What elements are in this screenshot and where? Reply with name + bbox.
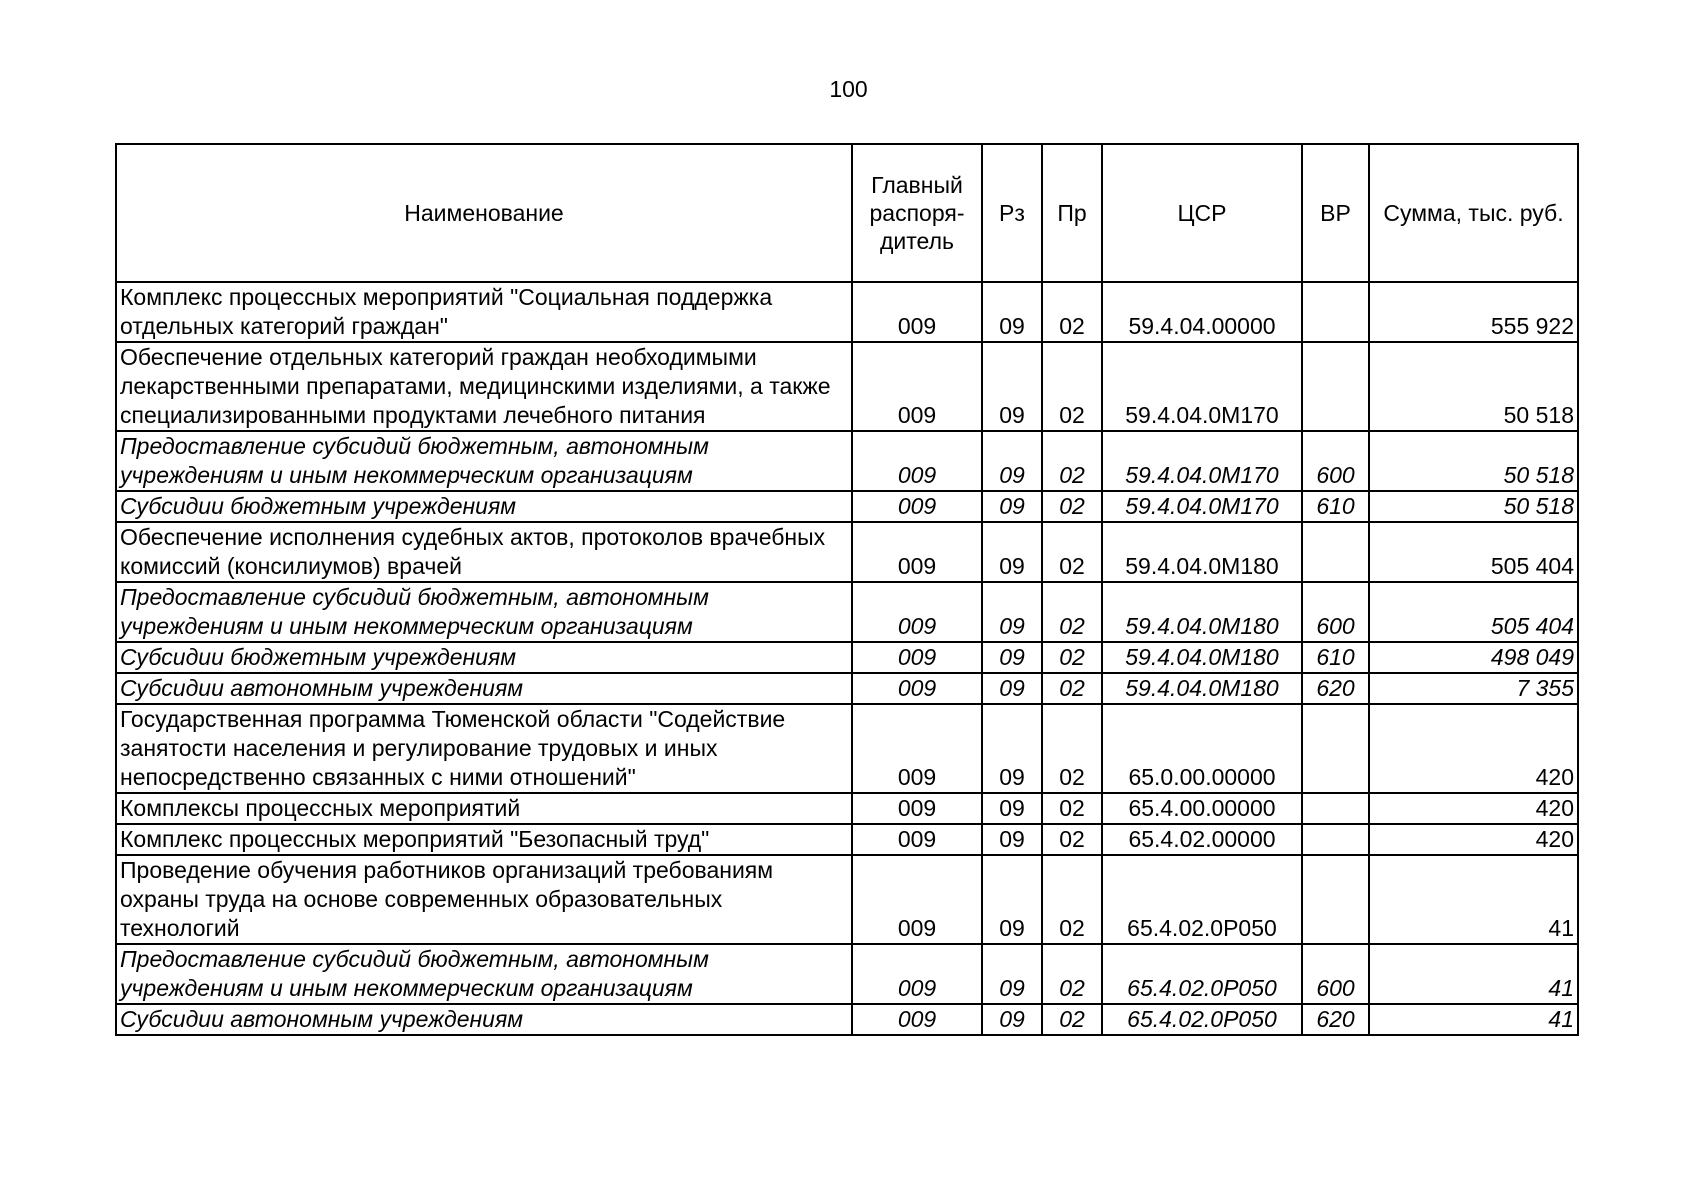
header-csr: ЦСР <box>1102 144 1302 282</box>
row-name: Обеспечение отдельных категорий граждан необходимыми лекарственными препаратами, медицинскими изделиями, а также специализированными продуктами лечебного питания <box>116 342 852 431</box>
row-name: Обеспечение исполнения судебных актов, протоколов врачебных комиссий (консилиумов) врачей <box>116 522 852 582</box>
row-rz: 09 <box>982 793 1042 824</box>
table-row <box>116 1004 1578 1035</box>
row-rz: 09 <box>982 342 1042 431</box>
row-gr: 009 <box>852 282 982 342</box>
row-sum: 420 <box>1369 793 1578 824</box>
budget-table <box>115 143 1579 1036</box>
row-gr: 009 <box>852 522 982 582</box>
row-csr: 59.4.04.0М170 <box>1102 491 1302 522</box>
row-vr <box>1302 824 1369 855</box>
table-row <box>116 704 1578 793</box>
row-gr: 009 <box>852 855 982 944</box>
row-vr: 600 <box>1302 582 1369 642</box>
row-rz: 09 <box>982 491 1042 522</box>
row-csr: 65.4.02.0Р050 <box>1102 1004 1302 1035</box>
row-sum: 498 049 <box>1369 642 1578 673</box>
row-pr: 02 <box>1042 824 1102 855</box>
row-rz: 09 <box>982 673 1042 704</box>
row-pr: 02 <box>1042 1004 1102 1035</box>
row-gr: 009 <box>852 793 982 824</box>
row-pr: 02 <box>1042 642 1102 673</box>
page-number: 100 <box>829 76 868 102</box>
row-rz: 09 <box>982 704 1042 793</box>
row-name: Предоставление субсидий бюджетным, автономным учреждениям и иным некоммерческим организациям <box>116 944 852 1004</box>
row-vr: 620 <box>1302 1004 1369 1035</box>
row-pr: 02 <box>1042 282 1102 342</box>
table-body <box>116 282 1578 1035</box>
row-pr: 02 <box>1042 793 1102 824</box>
row-vr: 600 <box>1302 944 1369 1004</box>
row-gr: 009 <box>852 491 982 522</box>
table-row <box>116 582 1578 642</box>
row-csr: 59.4.04.00000 <box>1102 282 1302 342</box>
table-row <box>116 642 1578 673</box>
header-rz: Рз <box>982 144 1042 282</box>
row-vr: 610 <box>1302 642 1369 673</box>
row-pr: 02 <box>1042 491 1102 522</box>
row-name: Предоставление субсидий бюджетным, автономным учреждениям и иным некоммерческим организациям <box>116 431 852 491</box>
row-sum: 555 922 <box>1369 282 1578 342</box>
row-vr: 620 <box>1302 673 1369 704</box>
row-csr: 65.4.02.0Р050 <box>1102 855 1302 944</box>
row-rz: 09 <box>982 431 1042 491</box>
row-pr: 02 <box>1042 944 1102 1004</box>
table-row <box>116 431 1578 491</box>
row-gr: 009 <box>852 431 982 491</box>
row-pr: 02 <box>1042 431 1102 491</box>
row-csr: 59.4.04.0М180 <box>1102 673 1302 704</box>
row-csr: 65.4.02.0Р050 <box>1102 944 1302 1004</box>
row-rz: 09 <box>982 944 1042 1004</box>
row-pr: 02 <box>1042 855 1102 944</box>
row-pr: 02 <box>1042 522 1102 582</box>
row-gr: 009 <box>852 704 982 793</box>
row-pr: 02 <box>1042 673 1102 704</box>
row-sum: 420 <box>1369 824 1578 855</box>
table-row <box>116 282 1578 342</box>
row-gr: 009 <box>852 582 982 642</box>
row-name: Комплекс процессных мероприятий "Безопасный труд" <box>116 824 852 855</box>
row-vr <box>1302 282 1369 342</box>
row-sum: 505 404 <box>1369 522 1578 582</box>
row-csr: 59.4.04.0М180 <box>1102 522 1302 582</box>
row-rz: 09 <box>982 642 1042 673</box>
row-csr: 65.4.00.00000 <box>1102 793 1302 824</box>
row-sum: 50 518 <box>1369 491 1578 522</box>
row-csr: 59.4.04.0М180 <box>1102 582 1302 642</box>
table-header-row <box>116 144 1578 282</box>
row-sum: 50 518 <box>1369 342 1578 431</box>
row-name: Субсидии автономным учреждениям <box>116 673 852 704</box>
row-csr: 65.4.02.00000 <box>1102 824 1302 855</box>
row-vr <box>1302 342 1369 431</box>
row-vr <box>1302 793 1369 824</box>
row-vr: 600 <box>1302 431 1369 491</box>
row-sum: 420 <box>1369 704 1578 793</box>
row-gr: 009 <box>852 342 982 431</box>
row-sum: 41 <box>1369 855 1578 944</box>
header-gr: Главный распоря-дитель <box>852 144 982 282</box>
row-name: Субсидии бюджетным учреждениям <box>116 642 852 673</box>
row-sum: 41 <box>1369 1004 1578 1035</box>
row-rz: 09 <box>982 522 1042 582</box>
table-row <box>116 793 1578 824</box>
row-gr: 009 <box>852 642 982 673</box>
row-rz: 09 <box>982 582 1042 642</box>
row-vr: 610 <box>1302 491 1369 522</box>
table-row <box>116 522 1578 582</box>
row-name: Субсидии автономным учреждениям <box>116 1004 852 1035</box>
table-row <box>116 944 1578 1004</box>
header-pr: Пр <box>1042 144 1102 282</box>
row-csr: 59.4.04.0М170 <box>1102 431 1302 491</box>
row-csr: 59.4.04.0М180 <box>1102 642 1302 673</box>
row-rz: 09 <box>982 855 1042 944</box>
row-vr <box>1302 855 1369 944</box>
row-name: Предоставление субсидий бюджетным, автономным учреждениям и иным некоммерческим организациям <box>116 582 852 642</box>
row-vr <box>1302 522 1369 582</box>
row-csr: 59.4.04.0М170 <box>1102 342 1302 431</box>
row-pr: 02 <box>1042 582 1102 642</box>
row-name: Субсидии бюджетным учреждениям <box>116 491 852 522</box>
row-pr: 02 <box>1042 704 1102 793</box>
row-name: Комплекс процессных мероприятий "Социальная поддержка отдельных категорий граждан" <box>116 282 852 342</box>
row-name: Комплексы процессных мероприятий <box>116 793 852 824</box>
table-row <box>116 824 1578 855</box>
row-pr: 02 <box>1042 342 1102 431</box>
table-row <box>116 491 1578 522</box>
row-name: Государственная программа Тюменской области "Содействие занятости населения и регулирование трудовых и иных непосредственно связанных с ними отношений" <box>116 704 852 793</box>
table-row <box>116 673 1578 704</box>
row-sum: 7 355 <box>1369 673 1578 704</box>
row-sum: 41 <box>1369 944 1578 1004</box>
header-name: Наименование <box>116 144 852 282</box>
row-vr <box>1302 704 1369 793</box>
row-csr: 65.0.00.00000 <box>1102 704 1302 793</box>
row-gr: 009 <box>852 673 982 704</box>
row-gr: 009 <box>852 1004 982 1035</box>
row-sum: 505 404 <box>1369 582 1578 642</box>
row-sum: 50 518 <box>1369 431 1578 491</box>
header-sum: Сумма, тыс. руб. <box>1369 144 1578 282</box>
table-row <box>116 342 1578 431</box>
row-gr: 009 <box>852 944 982 1004</box>
table-row <box>116 855 1578 944</box>
row-rz: 09 <box>982 824 1042 855</box>
row-gr: 009 <box>852 824 982 855</box>
header-vr: ВР <box>1302 144 1369 282</box>
row-rz: 09 <box>982 282 1042 342</box>
row-rz: 09 <box>982 1004 1042 1035</box>
row-name: Проведение обучения работников организаций требованиям охраны труда на основе современных образовательных технологий <box>116 855 852 944</box>
